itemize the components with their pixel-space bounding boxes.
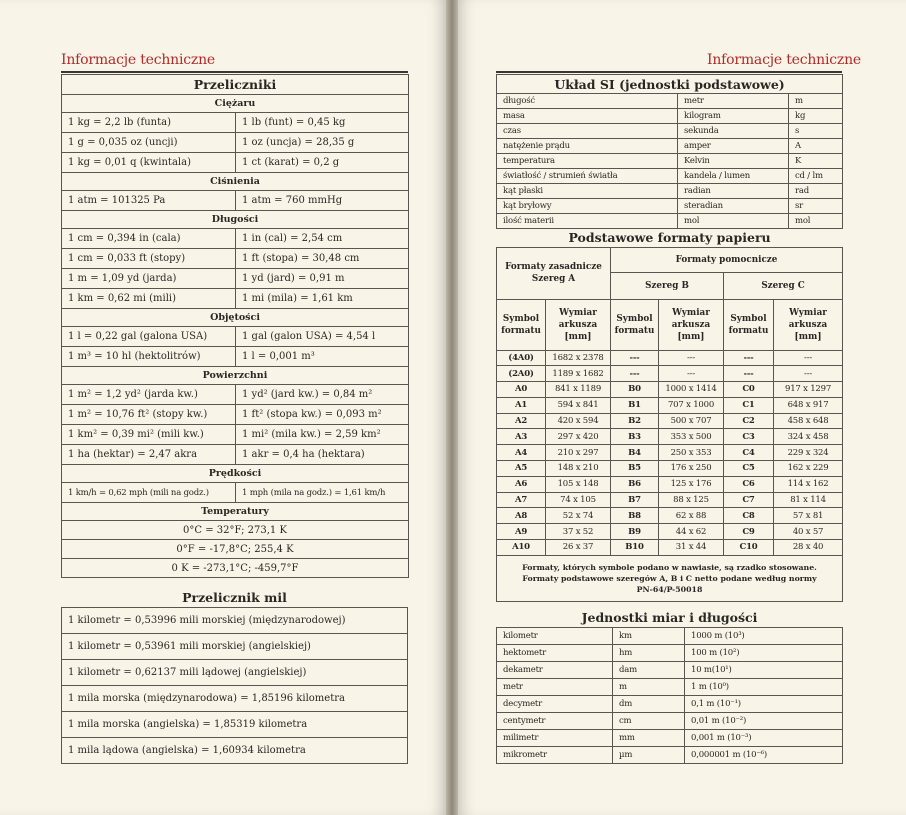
format-symbol: C5 — [724, 461, 774, 477]
group-header-row — [62, 211, 409, 229]
conversion-cell: 1 m² = 1,2 yd² (jarda kw.) — [62, 385, 236, 405]
format-symbol: B2 — [611, 413, 659, 429]
format-symbol: B6 — [611, 476, 659, 492]
mile-conversion-cell: 1 mila lądowa (angielska) = 1,60934 kilometra — [62, 737, 408, 763]
unit-value: 0,01 m (10⁻²) — [685, 712, 843, 729]
si-quantity: temperatura — [497, 154, 678, 169]
si-unit-name: Kelvin — [678, 154, 789, 169]
mile-conversion-cell: 1 kilometr = 0,62137 mili lądowej (angielskiej) — [62, 659, 408, 685]
paper-header-row — [497, 247, 843, 272]
book-gutter — [446, 0, 458, 815]
format-symbol: C7 — [724, 492, 774, 508]
format-dimension: 74 x 105 — [546, 492, 611, 508]
conversion-cell: 1 mph (mila na godz.) = 1,61 km/h — [236, 483, 409, 503]
format-dimension: 31 x 44 — [659, 540, 724, 556]
table-row — [497, 350, 843, 366]
unit-symbol: µm — [613, 746, 685, 763]
paper-note-row — [497, 555, 843, 601]
paper-note: Formaty, których symbole podano w nawiasie, są rzadko stosowane. Formaty podstawowe szeregów A, B i C netto podane według normy PN-64/P-50018 — [497, 555, 843, 601]
format-symbol: C3 — [724, 429, 774, 445]
format-dimension: 52 x 74 — [546, 508, 611, 524]
format-symbol: --- — [724, 350, 774, 366]
conversion-cell: 1 ct (karat) = 0,2 g — [236, 153, 409, 173]
table-row — [62, 153, 409, 173]
table-row — [62, 191, 409, 211]
format-dimension: 648 x 917 — [774, 397, 843, 413]
table-row — [62, 559, 409, 578]
table-row — [62, 521, 409, 540]
format-symbol: A8 — [497, 508, 546, 524]
si-symbol: mol — [789, 214, 843, 229]
table-row — [62, 327, 409, 347]
conversion-cell: 1 ha (hektar) = 2,47 akra — [62, 445, 236, 465]
format-symbol: (4A0) — [497, 350, 546, 366]
format-symbol: A4 — [497, 445, 546, 461]
unit-name: decymetr — [497, 695, 613, 712]
format-dimension: 57 x 81 — [774, 508, 843, 524]
header-rule-left — [61, 71, 408, 73]
table-row — [497, 445, 843, 461]
conversion-cell: 1 akr = 0,4 ha (hektara) — [236, 445, 409, 465]
mile-conversion-cell: 1 kilometr = 0,53996 mili morskiej (międzynarodowej) — [62, 607, 408, 633]
section-title: Jednostki miar i długości — [497, 608, 843, 627]
mile-conversion-table — [61, 588, 408, 764]
unit-name: mikrometr — [497, 746, 613, 763]
format-symbol: B7 — [611, 492, 659, 508]
table-row — [62, 269, 409, 289]
table-row — [62, 405, 409, 425]
format-dimension: 37 x 52 — [546, 524, 611, 540]
format-dimension: 1189 x 1682 — [546, 366, 611, 382]
table-row — [497, 397, 843, 413]
si-symbol: rad — [789, 184, 843, 199]
si-symbol: A — [789, 139, 843, 154]
format-dimension: 210 x 297 — [546, 445, 611, 461]
conversion-cell: 1 cm = 0,394 in (cala) — [62, 229, 236, 249]
conversion-cell: 1 m² = 10,76 ft² (stopy kw.) — [62, 405, 236, 425]
table-row — [497, 461, 843, 477]
format-dimension: 420 x 594 — [546, 413, 611, 429]
section-title: Układ SI (jednostki podstawowe) — [497, 75, 843, 94]
paper-header-row — [497, 299, 843, 350]
format-dimension: 229 x 324 — [774, 445, 843, 461]
unit-symbol: dm — [613, 695, 685, 712]
paper-formats-table — [496, 228, 843, 602]
table-row — [497, 746, 843, 763]
format-dimension: 500 x 707 — [659, 413, 724, 429]
section-title-row — [62, 588, 408, 607]
table-row — [497, 429, 843, 445]
table-row — [497, 524, 843, 540]
table-row — [497, 139, 843, 154]
mile-conversion-cell: 1 mila morska (angielska) = 1,85319 kilometra — [62, 711, 408, 737]
format-symbol: B9 — [611, 524, 659, 540]
si-quantity: ilość materii — [497, 214, 678, 229]
conversion-cell: 1 km/h = 0,62 mph (mili na godz.) — [62, 483, 236, 503]
format-symbol: C0 — [724, 382, 774, 398]
table-row — [497, 661, 843, 678]
format-symbol: B10 — [611, 540, 659, 556]
si-unit-name: kilogram — [678, 109, 789, 124]
conversion-table — [61, 74, 409, 578]
header-rule-right — [496, 71, 842, 73]
table-row — [497, 214, 843, 229]
conversion-cell: 1 oz (uncja) = 28,35 g — [236, 133, 409, 153]
section-title: Podstawowe formaty papieru — [497, 228, 843, 247]
table-row — [497, 729, 843, 746]
format-symbol: A5 — [497, 461, 546, 477]
conversion-cell: 1 cm = 0,033 ft (stopy) — [62, 249, 236, 269]
format-symbol: A2 — [497, 413, 546, 429]
format-dimension: 81 x 114 — [774, 492, 843, 508]
si-unit-name: mol — [678, 214, 789, 229]
unit-symbol: m — [613, 678, 685, 695]
format-symbol: B0 — [611, 382, 659, 398]
unit-symbol: mm — [613, 729, 685, 746]
format-symbol: C4 — [724, 445, 774, 461]
si-unit-name: radian — [678, 184, 789, 199]
si-symbol: m — [789, 94, 843, 109]
unit-value: 0,001 m (10⁻³) — [685, 729, 843, 746]
conversion-cell: 1 l = 0,001 m³ — [236, 347, 409, 367]
table-row — [62, 633, 408, 659]
si-quantity: kąt płaski — [497, 184, 678, 199]
unit-symbol: km — [613, 627, 685, 644]
conversion-cell: 1 km² = 0,39 mi² (mili kw.) — [62, 425, 236, 445]
si-units-table — [496, 74, 843, 229]
conversion-cell: 1 mi (mila) = 1,61 km — [236, 289, 409, 309]
format-symbol: B8 — [611, 508, 659, 524]
format-symbol: A9 — [497, 524, 546, 540]
table-row — [62, 607, 408, 633]
header-symbol: Symbol formatu — [611, 299, 659, 350]
format-dimension: 707 x 1000 — [659, 397, 724, 413]
table-row — [62, 347, 409, 367]
conversion-cell: 1 in (cal) = 2,54 cm — [236, 229, 409, 249]
header-series-a: Formaty zasadnicze Szereg A — [497, 247, 611, 299]
format-symbol: A3 — [497, 429, 546, 445]
unit-name: centymetr — [497, 712, 613, 729]
unit-value: 1000 m (10³) — [685, 627, 843, 644]
format-dimension: --- — [774, 350, 843, 366]
table-row — [497, 154, 843, 169]
group-title: Powierzchni — [62, 367, 409, 385]
unit-symbol: hm — [613, 644, 685, 661]
format-dimension: 324 x 458 — [774, 429, 843, 445]
format-symbol: --- — [611, 350, 659, 366]
table-row — [497, 124, 843, 139]
table-row — [497, 712, 843, 729]
format-symbol: A10 — [497, 540, 546, 556]
format-symbol: A1 — [497, 397, 546, 413]
group-title: Długości — [62, 211, 409, 229]
group-header-row — [62, 309, 409, 327]
header-symbol: Symbol formatu — [724, 299, 774, 350]
table-row — [497, 492, 843, 508]
si-unit-name: amper — [678, 139, 789, 154]
format-dimension: 250 x 353 — [659, 445, 724, 461]
mile-conversion-cell: 1 mila morska (międzynarodowa) = 1,85196 kilometra — [62, 685, 408, 711]
table-row — [497, 627, 843, 644]
format-symbol: C2 — [724, 413, 774, 429]
unit-name: kilometr — [497, 627, 613, 644]
header-auxiliary: Formaty pomocnicze — [611, 247, 843, 272]
header-dimension: Wymiar arkusza [mm] — [546, 299, 611, 350]
table-row — [497, 184, 843, 199]
format-dimension: --- — [659, 350, 724, 366]
conversion-cell: 1 kg = 0,01 q (kwintala) — [62, 153, 236, 173]
temperature-cell: 0 K = -273,1°C; -459,7°F — [62, 559, 409, 578]
table-row — [497, 199, 843, 214]
si-quantity: czas — [497, 124, 678, 139]
format-dimension: 353 x 500 — [659, 429, 724, 445]
header-dimension: Wymiar arkusza [mm] — [659, 299, 724, 350]
table-row — [497, 382, 843, 398]
section-title: Przeliczniki — [62, 75, 409, 95]
group-header-row — [62, 465, 409, 483]
format-symbol: C1 — [724, 397, 774, 413]
si-symbol: kg — [789, 109, 843, 124]
table-row — [62, 445, 409, 465]
si-symbol: K — [789, 154, 843, 169]
format-symbol: B4 — [611, 445, 659, 461]
unit-name: milimetr — [497, 729, 613, 746]
format-symbol: A0 — [497, 382, 546, 398]
page-header-right: Informacje techniczne — [707, 52, 861, 68]
format-dimension: 105 x 148 — [546, 476, 611, 492]
unit-name: metr — [497, 678, 613, 695]
si-quantity: masa — [497, 109, 678, 124]
format-dimension: 162 x 229 — [774, 461, 843, 477]
si-quantity: długość — [497, 94, 678, 109]
conversion-cell: 1 m³ = 10 hl (hektolitrów) — [62, 347, 236, 367]
length-units-table — [496, 608, 843, 764]
table-row — [62, 133, 409, 153]
group-title: Ciężaru — [62, 95, 409, 113]
format-dimension: 28 x 40 — [774, 540, 843, 556]
format-dimension: 114 x 162 — [774, 476, 843, 492]
table-row — [497, 366, 843, 382]
format-dimension: 917 x 1297 — [774, 382, 843, 398]
si-unit-name: steradian — [678, 199, 789, 214]
table-row — [62, 113, 409, 133]
header-series-b: Szereg B — [611, 272, 724, 299]
si-unit-name: sekunda — [678, 124, 789, 139]
table-row — [62, 425, 409, 445]
table-row — [62, 249, 409, 269]
conversion-cell: 1 mi² (mila kw.) = 2,59 km² — [236, 425, 409, 445]
format-dimension: 62 x 88 — [659, 508, 724, 524]
format-symbol: C10 — [724, 540, 774, 556]
page-header-left: Informacje techniczne — [61, 52, 215, 68]
format-symbol: B5 — [611, 461, 659, 477]
conversion-cell: 1 ft (stopa) = 30,48 cm — [236, 249, 409, 269]
header-symbol: Symbol formatu — [497, 299, 546, 350]
format-symbol: --- — [611, 366, 659, 382]
format-symbol: C9 — [724, 524, 774, 540]
conversion-cell: 1 kg = 2,2 lb (funta) — [62, 113, 236, 133]
si-symbol: cd / lm — [789, 169, 843, 184]
format-dimension: 594 x 841 — [546, 397, 611, 413]
table-row — [497, 413, 843, 429]
table-row — [497, 695, 843, 712]
group-header-row — [62, 503, 409, 521]
format-dimension: 841 x 1189 — [546, 382, 611, 398]
unit-symbol: dam — [613, 661, 685, 678]
table-row — [497, 644, 843, 661]
conversion-cell: 1 gal (galon USA) = 4,54 l — [236, 327, 409, 347]
format-dimension: 26 x 37 — [546, 540, 611, 556]
format-dimension: --- — [774, 366, 843, 382]
table-row — [62, 289, 409, 309]
format-dimension: 1682 x 2378 — [546, 350, 611, 366]
header-series-c: Szereg C — [724, 272, 843, 299]
section-title-row — [497, 75, 843, 94]
header-dimension: Wymiar arkusza [mm] — [774, 299, 843, 350]
group-header-row — [62, 367, 409, 385]
table-row — [62, 659, 408, 685]
format-dimension: --- — [659, 366, 724, 382]
section-title-row — [62, 75, 409, 95]
conversion-cell: 1 g = 0,035 oz (uncji) — [62, 133, 236, 153]
unit-value: 1 m (10⁰) — [685, 678, 843, 695]
table-row — [62, 685, 408, 711]
si-quantity: natężenie prądu — [497, 139, 678, 154]
table-row — [497, 678, 843, 695]
temperature-cell: 0°F = -17,8°C; 255,4 K — [62, 540, 409, 559]
conversion-cell: 1 lb (funt) = 0,45 kg — [236, 113, 409, 133]
si-unit-name: metr — [678, 94, 789, 109]
format-symbol: (2A0) — [497, 366, 546, 382]
format-dimension: 458 x 648 — [774, 413, 843, 429]
conversion-cell: 1 atm = 101325 Pa — [62, 191, 236, 211]
table-row — [497, 94, 843, 109]
table-row — [62, 229, 409, 249]
table-row — [62, 711, 408, 737]
section-title: Przelicznik mil — [62, 588, 408, 607]
unit-symbol: cm — [613, 712, 685, 729]
unit-value: 0,000001 m (10⁻⁶) — [685, 746, 843, 763]
conversion-cell: 1 km = 0,62 mi (mili) — [62, 289, 236, 309]
table-row — [62, 483, 409, 503]
table-row — [62, 540, 409, 559]
temperature-cell: 0°C = 32°F; 273,1 K — [62, 521, 409, 540]
unit-value: 100 m (10²) — [685, 644, 843, 661]
group-title: Temperatury — [62, 503, 409, 521]
format-dimension: 44 x 62 — [659, 524, 724, 540]
format-symbol: A7 — [497, 492, 546, 508]
group-title: Ciśnienia — [62, 173, 409, 191]
conversion-cell: 1 ft² (stopa kw.) = 0,093 m² — [236, 405, 409, 425]
group-title: Objętości — [62, 309, 409, 327]
unit-value: 10 m(10¹) — [685, 661, 843, 678]
section-title-row — [497, 608, 843, 627]
table-row — [497, 109, 843, 124]
format-symbol: C8 — [724, 508, 774, 524]
group-title: Prędkości — [62, 465, 409, 483]
si-symbol: s — [789, 124, 843, 139]
table-row — [497, 508, 843, 524]
unit-name: hektometr — [497, 644, 613, 661]
si-symbol: sr — [789, 199, 843, 214]
table-row — [497, 169, 843, 184]
table-row — [62, 737, 408, 763]
conversion-cell: 1 yd² (jard kw.) = 0,84 m² — [236, 385, 409, 405]
si-quantity: światłość / strumień światła — [497, 169, 678, 184]
section-title-row — [497, 228, 843, 247]
format-symbol: --- — [724, 366, 774, 382]
conversion-cell: 1 atm = 760 mmHg — [236, 191, 409, 211]
format-symbol: C6 — [724, 476, 774, 492]
conversion-cell: 1 l = 0,22 gal (galona USA) — [62, 327, 236, 347]
table-row — [497, 476, 843, 492]
format-dimension: 40 x 57 — [774, 524, 843, 540]
unit-name: dekametr — [497, 661, 613, 678]
format-symbol: B1 — [611, 397, 659, 413]
unit-value: 0,1 m (10⁻¹) — [685, 695, 843, 712]
format-dimension: 88 x 125 — [659, 492, 724, 508]
format-dimension: 297 x 420 — [546, 429, 611, 445]
table-row — [497, 540, 843, 556]
group-header-row — [62, 95, 409, 113]
format-symbol: B3 — [611, 429, 659, 445]
conversion-cell: 1 m = 1,09 yd (jarda) — [62, 269, 236, 289]
conversion-cell: 1 yd (jard) = 0,91 m — [236, 269, 409, 289]
mile-conversion-cell: 1 kilometr = 0,53961 mili morskiej (angielskiej) — [62, 633, 408, 659]
format-dimension: 125 x 176 — [659, 476, 724, 492]
format-dimension: 176 x 250 — [659, 461, 724, 477]
format-dimension: 1000 x 1414 — [659, 382, 724, 398]
format-dimension: 148 x 210 — [546, 461, 611, 477]
group-header-row — [62, 173, 409, 191]
table-row — [62, 385, 409, 405]
format-symbol: A6 — [497, 476, 546, 492]
si-quantity: kąt bryłowy — [497, 199, 678, 214]
si-unit-name: kandela / lumen — [678, 169, 789, 184]
